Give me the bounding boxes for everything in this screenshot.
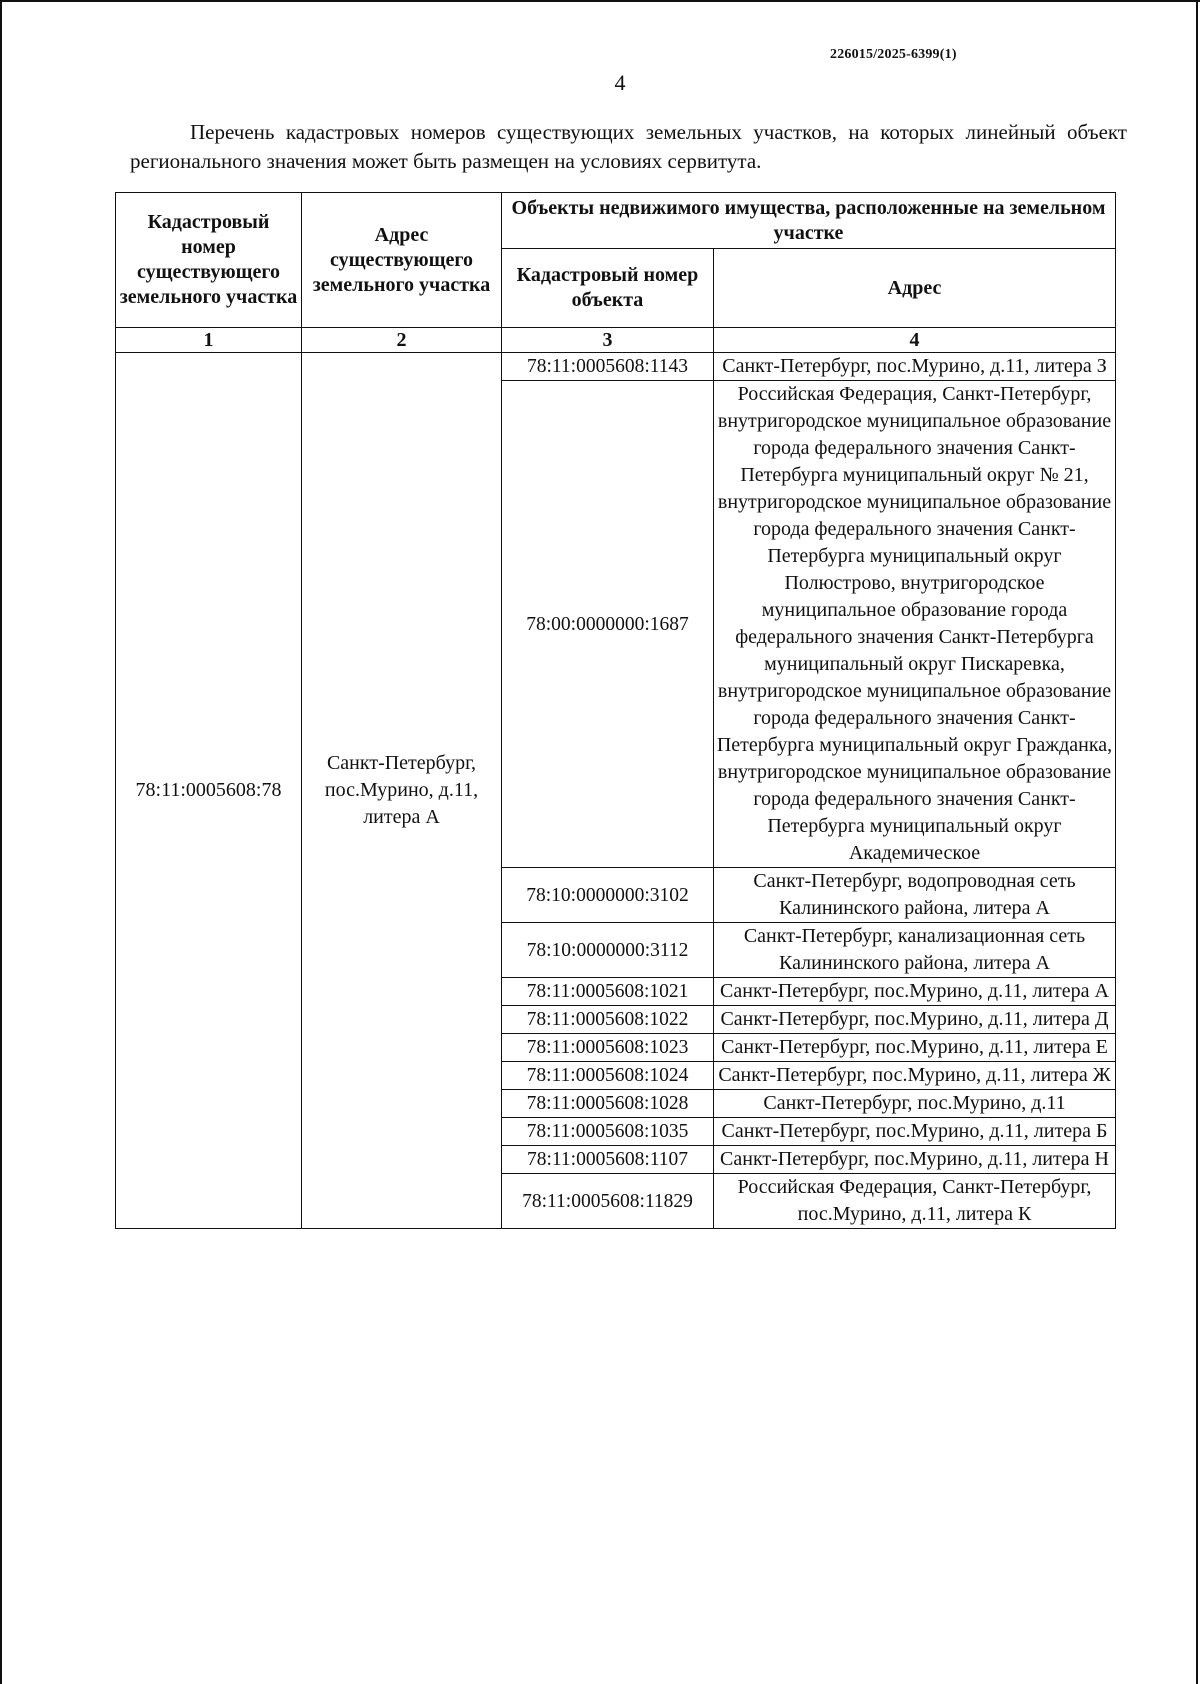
object-address: Санкт-Петербург, пос.Мурино, д.11: [714, 1090, 1116, 1118]
cadastral-table: [115, 192, 1116, 1229]
object-cadastral-number: 78:11:0005608:1023: [502, 1034, 714, 1062]
object-address: Санкт-Петербург, пос.Мурино, д.11, литера Ж: [714, 1062, 1116, 1090]
page-border-left: [0, 0, 2, 1684]
object-address: Санкт-Петербург, пос.Мурино, д.11, литера Д: [714, 1006, 1116, 1034]
document-number: 226015/2025-6399(1): [830, 47, 957, 62]
object-address: Санкт-Петербург, пос.Мурино, д.11, литера А: [714, 978, 1116, 1006]
column-number-row: [116, 328, 1116, 353]
object-cadastral-number: 78:10:0000000:3112: [502, 923, 714, 978]
object-cadastral-number: 78:11:0005608:1028: [502, 1090, 714, 1118]
object-cadastral-number: 78:11:0005608:11829: [502, 1174, 714, 1229]
object-cadastral-number: 78:11:0005608:1035: [502, 1118, 714, 1146]
object-cadastral-number: 78:11:0005608:1021: [502, 978, 714, 1006]
object-cadastral-number: 78:11:0005608:1024: [502, 1062, 714, 1090]
object-address: Санкт-Петербург, пос.Мурино, д.11, литера Е: [714, 1034, 1116, 1062]
parcel-cadastral-number: 78:11:0005608:78: [116, 353, 302, 1229]
page-border-top: [0, 0, 1200, 2]
header-object-address: Адрес: [714, 249, 1116, 328]
header-parcel-address: Адрес существующего земельного участка: [302, 193, 502, 328]
object-address: Российская Федерация, Санкт-Петербург, пос.Мурино, д.11, литера К: [714, 1174, 1116, 1229]
header-object-cadastral-number: Кадастровый номер объекта: [502, 249, 714, 328]
object-address: Санкт-Петербург, пос.Мурино, д.11, литера Н: [714, 1146, 1116, 1174]
column-number: 3: [502, 328, 714, 353]
object-cadastral-number: 78:11:0005608:1022: [502, 1006, 714, 1034]
table-row: [116, 353, 1116, 381]
object-address: Санкт-Петербург, канализационная сеть Калининского района, литера А: [714, 923, 1116, 978]
object-address: Санкт-Петербург, пос.Мурино, д.11, литера Б: [714, 1118, 1116, 1146]
header-objects-group: Объекты недвижимого имущества, расположенные на земельном участке: [502, 193, 1116, 249]
object-cadastral-number: 78:11:0005608:1143: [502, 353, 714, 381]
column-number: 4: [714, 328, 1116, 353]
object-cadastral-number: 78:11:0005608:1107: [502, 1146, 714, 1174]
page-number: 4: [614, 70, 626, 95]
header-parcel-cadastral-number: Кадастровый номер существующего земельного участка: [116, 193, 302, 328]
object-address: Санкт-Петербург, водопроводная сеть Калининского района, литера А: [714, 868, 1116, 923]
object-cadastral-number: 78:10:0000000:3102: [502, 868, 714, 923]
intro-paragraph: Перечень кадастровых номеров существующих земельных участков, на которых линейный объект регионального значения может быть размещен на условиях сервитута.: [130, 120, 1127, 173]
column-number: 2: [302, 328, 502, 353]
object-cadastral-number: 78:00:0000000:1687: [502, 381, 714, 868]
column-number: 1: [116, 328, 302, 353]
object-address: Санкт-Петербург, пос.Мурино, д.11, литера З: [714, 353, 1116, 381]
object-address: Российская Федерация, Санкт-Петербург, внутригородское муниципальное образование города федерального значения Санкт-Петербурга муниципальный округ № 21, внутригородское муниципальное образование города федерального значения Санкт-Петербурга муниципальный округ Полюстрово, внутригородское муниципальное образование города федерального значения Санкт-Петербурга муниципальный округ Пискаревка, внутригородское муниципальное образование города федерального значения Санкт-Петербурга муниципальный округ Гражданка, внутригородское муниципальное образование города федерального значения Санкт-Петербурга муниципальный округ Академическое: [714, 381, 1116, 868]
parcel-address: Санкт-Петербург, пос.Мурино, д.11, литера А: [302, 353, 502, 1229]
page-border-right: [1196, 0, 1198, 1684]
